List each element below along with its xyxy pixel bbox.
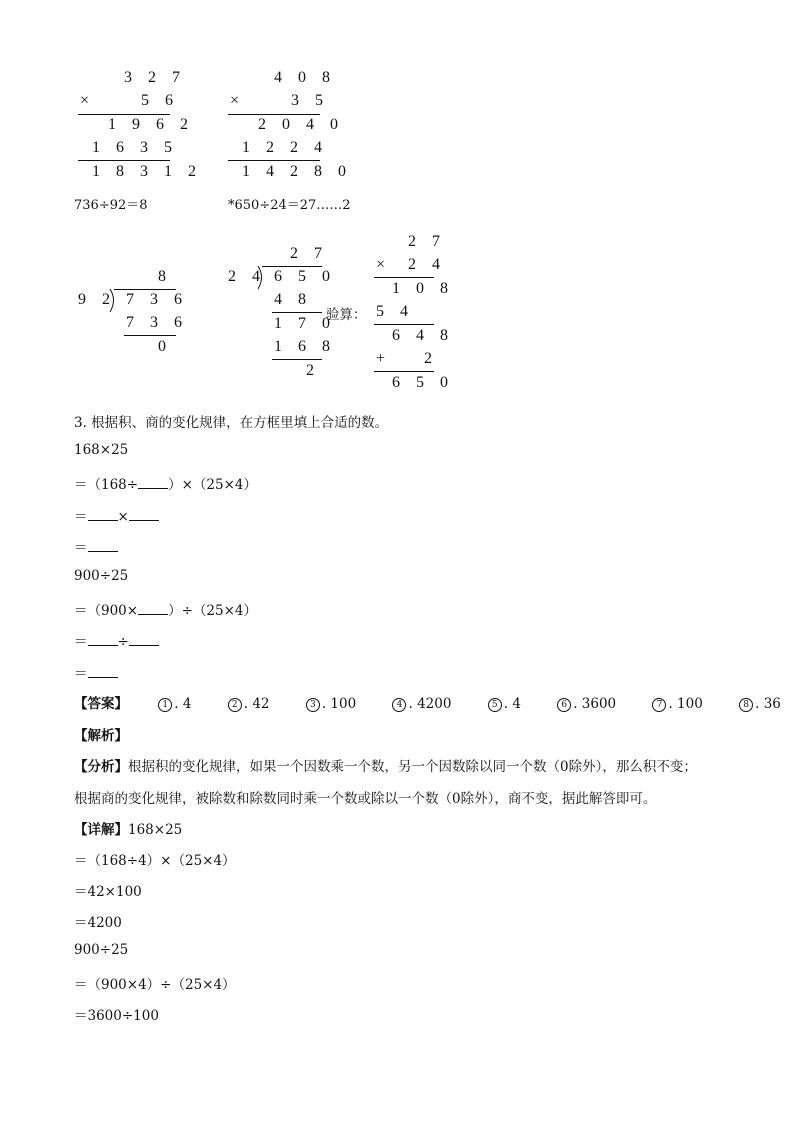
q3-line-5: 900÷25 <box>74 568 129 584</box>
analysis-line-1: 【分析】根据积的变化规律，如果一个因数乘一个数，另一个因数除以同一个数（0除外），那么积不变； <box>74 759 697 775</box>
answer-item: 1 . 4 <box>158 696 191 712</box>
mult1-rule-1 <box>78 114 170 115</box>
div2-step-3: 1 6 8 <box>274 338 336 355</box>
answer-item: 8 . 36 <box>739 696 781 712</box>
detail-line-5: 900÷25 <box>74 942 129 958</box>
check-label: 验算： <box>326 307 367 323</box>
mult2-partial-2: 1 2 2 4 <box>242 139 328 156</box>
div1-remainder: 0 <box>158 338 172 355</box>
answer-blank-2[interactable] <box>88 508 118 521</box>
answer-item: 2 . 42 <box>228 696 270 712</box>
answer-blank-5[interactable] <box>138 602 168 615</box>
mult2-multiplier: 3 5 <box>291 92 329 109</box>
mult1-multiplicand: 3 2 7 <box>124 69 186 86</box>
detail-line-6: ＝（900×4）÷（25×4） <box>74 977 236 993</box>
q3-line-2: ＝（168÷ ）×（25×4） <box>74 477 257 493</box>
q3-line-6: ＝（900× ）÷（25×4） <box>74 603 257 619</box>
div1-divisor: 9 2 <box>78 291 116 308</box>
check-addend: 2 <box>424 350 438 367</box>
mult2-rule-1 <box>228 114 320 115</box>
div2-remainder: 2 <box>306 362 320 379</box>
div1-top-rule <box>114 289 176 290</box>
div2-rule-2 <box>272 359 322 360</box>
check-multiplicand: 2 7 <box>408 233 446 250</box>
div2-top-rule <box>262 266 322 267</box>
answer-item: 7 . 100 <box>652 696 702 712</box>
question-3-title: 3. 根据积、商的变化规律，在方框里填上合适的数。 <box>74 415 389 431</box>
div1-rule <box>124 335 176 336</box>
answer-item: 4 . 4200 <box>392 696 451 712</box>
mult1-product: 1 8 3 1 2 <box>92 163 202 180</box>
answer-blank-6[interactable] <box>88 633 118 646</box>
analysis-line-2: 根据商的变化规律，被除数和除数同时乘一个数或除以一个数（0除外），商不变，据此解答即可。 <box>74 791 657 807</box>
mult2-partial-1: 2 0 4 0 <box>258 116 344 133</box>
mult1-rule-2 <box>78 160 170 161</box>
q3-line-4: ＝ <box>74 536 118 556</box>
check-times-sign: × <box>376 256 392 273</box>
mult1-partial-1: 1 9 6 2 <box>108 116 194 133</box>
answer-blank-8[interactable] <box>88 665 118 678</box>
div2-rule-1 <box>272 312 322 313</box>
div2-step-2: 1 7 0 <box>274 315 336 332</box>
q3-line-7: ＝ ÷ <box>74 630 159 650</box>
answer-blank-7[interactable] <box>129 633 159 646</box>
answer-line <box>74 692 794 712</box>
analysis-label: 【解析】 <box>74 728 128 744</box>
div2-bracket <box>256 266 266 290</box>
division-equation-1: 736÷92＝8 <box>74 198 148 213</box>
div1-quotient: 8 <box>158 268 172 285</box>
detail-line-1: 【详解】168×25 <box>74 822 183 838</box>
mult2-multiplicand: 4 0 8 <box>274 69 336 86</box>
q3-line-3: ＝ × <box>74 505 159 525</box>
check-partial-1: 1 0 8 <box>392 280 454 297</box>
mult2-product: 1 4 2 8 0 <box>242 163 352 180</box>
answer-blank-4[interactable] <box>88 539 118 552</box>
q3-line-1: 168×25 <box>74 442 129 458</box>
detail-line-2: ＝（168÷4）×（25×4） <box>74 853 236 869</box>
mult2-times-sign: × <box>230 92 246 109</box>
check-rule-2 <box>374 324 434 325</box>
div2-step-1: 4 8 <box>274 291 312 308</box>
detail-line-3: ＝42×100 <box>74 884 142 900</box>
div1-subtrahend: 7 3 6 <box>126 314 188 331</box>
check-plus-sign: + <box>376 350 392 367</box>
check-rule-3 <box>374 371 434 372</box>
check-multiplier: 2 4 <box>408 256 446 273</box>
answer-item: 5 . 4 <box>488 696 521 712</box>
detail-line-7: ＝3600÷100 <box>74 1008 159 1024</box>
div2-quotient: 2 7 <box>290 245 328 262</box>
check-rule-1 <box>374 277 434 278</box>
div1-dividend: 7 3 6 <box>126 291 188 308</box>
div2-divisor: 2 4 <box>228 268 266 285</box>
mult1-times-sign: × <box>80 92 96 109</box>
answer-item: 3 . 100 <box>306 696 356 712</box>
check-partial-2: 5 4 <box>376 303 414 320</box>
answer-label: 【答案】 <box>74 696 128 712</box>
answer-blank-3[interactable] <box>129 508 159 521</box>
div1-bracket <box>108 289 118 313</box>
check-product: 6 4 8 <box>392 327 454 344</box>
answer-blank-1[interactable] <box>138 476 168 489</box>
division-equation-2: *650÷24＝27……2 <box>228 198 351 213</box>
mult1-partial-2: 1 6 3 5 <box>92 139 178 156</box>
div2-dividend: 6 5 0 <box>274 268 336 285</box>
mult1-multiplier: 5 6 <box>141 92 179 109</box>
detail-line-4: ＝4200 <box>74 915 122 931</box>
check-result: 6 5 0 <box>392 374 454 391</box>
answer-item: 6 . 3600 <box>557 696 616 712</box>
mult2-rule-2 <box>228 160 320 161</box>
q3-line-8: ＝ <box>74 662 118 682</box>
